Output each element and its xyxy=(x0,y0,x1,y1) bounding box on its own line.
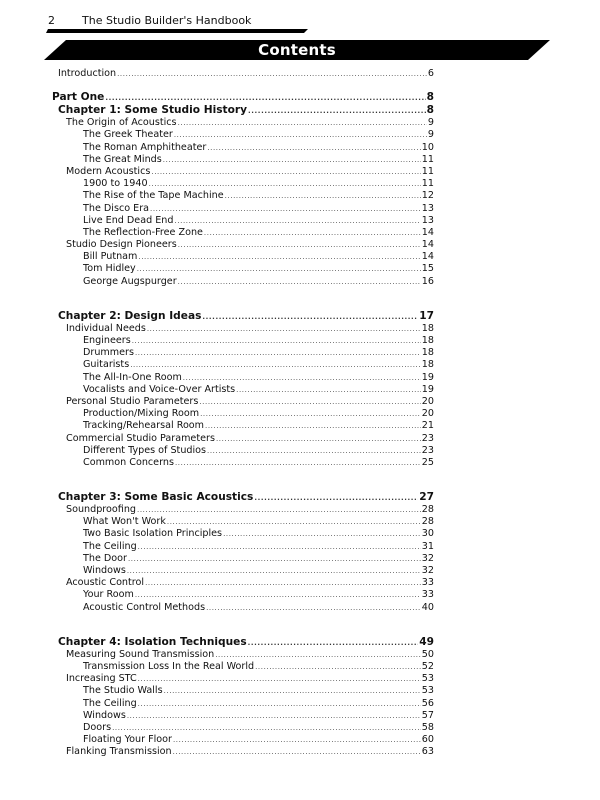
toc-entry-title: Drummers xyxy=(83,347,134,359)
toc-page-number: 18 xyxy=(421,359,434,371)
toc-page-number: 21 xyxy=(421,420,434,432)
toc-subsection[interactable] xyxy=(52,190,434,202)
toc-page-number: 17 xyxy=(419,309,434,322)
toc-subsection[interactable] xyxy=(52,698,434,710)
toc-subsection[interactable] xyxy=(52,359,434,371)
toc-subsection[interactable] xyxy=(52,347,434,359)
dot-leader xyxy=(225,190,421,202)
toc-entry-title: Increasing STC xyxy=(66,673,137,685)
toc-entry-title: Tom Hidley xyxy=(83,263,136,275)
dot-leader xyxy=(183,372,421,384)
toc-chapter[interactable] xyxy=(52,491,434,504)
toc-page-number: 60 xyxy=(421,734,434,746)
toc-subsection[interactable] xyxy=(52,129,434,141)
dot-leader xyxy=(138,698,421,710)
toc-subsection[interactable] xyxy=(52,203,434,215)
dot-leader xyxy=(174,129,427,141)
toc-page-number: 33 xyxy=(421,577,434,589)
toc-entry-title: Measuring Sound Transmission xyxy=(66,648,215,660)
toc-subsection[interactable] xyxy=(52,251,434,263)
toc-entry-title: Your Room xyxy=(83,589,134,601)
dot-leader xyxy=(200,408,421,420)
toc-entry-title: The Door xyxy=(83,552,127,564)
toc-entry-title: Engineers xyxy=(83,335,131,346)
toc-page-number: 23 xyxy=(421,432,434,444)
toc-entry-title: The All-In-One Room xyxy=(83,371,182,383)
dot-leader xyxy=(137,504,421,516)
toc-entry-title: The Great Minds xyxy=(83,153,162,165)
dot-leader xyxy=(207,445,421,457)
toc-page-number: 63 xyxy=(421,746,434,758)
toc-page-number: 40 xyxy=(421,601,434,613)
toc-page-number: 53 xyxy=(421,685,434,697)
spacer xyxy=(52,288,434,310)
toc-subsection[interactable] xyxy=(52,565,434,577)
toc-entry-title: The Roman Amphitheater xyxy=(83,141,207,153)
toc-entry-title: Acoustic Control xyxy=(66,577,145,589)
toc-entry-title: The Greek Theater xyxy=(83,129,173,141)
dot-leader xyxy=(135,589,421,601)
dot-leader xyxy=(216,433,421,445)
toc-subsection[interactable] xyxy=(52,372,434,384)
toc-entry-title: Commercial Studio Parameters xyxy=(66,432,215,444)
toc-page-number: 11 xyxy=(421,153,434,165)
dot-leader xyxy=(117,68,427,80)
dot-leader xyxy=(112,722,421,734)
toc-page-number: 31 xyxy=(421,540,434,552)
dot-leader xyxy=(135,347,421,359)
toc-entry-title: The Origin of Acoustics xyxy=(66,117,177,129)
toc-chapter[interactable] xyxy=(52,310,434,323)
dot-leader xyxy=(204,227,421,239)
toc-section[interactable] xyxy=(52,396,434,408)
toc-entry-title: Doors xyxy=(83,721,112,733)
toc-entry-title: Vocalists and Voice-Over Artists xyxy=(83,383,236,395)
toc-section[interactable] xyxy=(52,117,434,129)
dot-leader xyxy=(150,203,421,215)
toc-page-number: 14 xyxy=(421,226,434,238)
toc-section[interactable] xyxy=(52,673,434,685)
toc-entry-title: The Studio Walls xyxy=(83,685,163,697)
dot-leader xyxy=(105,91,425,105)
toc-entry-title: Part One xyxy=(52,91,105,104)
toc-chapter[interactable] xyxy=(52,104,434,117)
toc-page-number: 19 xyxy=(421,371,434,383)
toc-page-number: 8 xyxy=(426,91,434,104)
toc-entry-title: Chapter 2: Design Ideas xyxy=(58,309,202,322)
toc-page-number: 13 xyxy=(421,202,434,214)
dot-leader xyxy=(147,323,421,335)
toc-entry-title: Chapter 3: Some Basic Acoustics xyxy=(58,491,254,504)
header-rule xyxy=(46,29,308,33)
toc-entry-title: The Disco Era xyxy=(83,202,150,214)
toc-entry-title: Personal Studio Parameters xyxy=(66,395,199,407)
toc-entry-title: Two Basic Isolation Principles xyxy=(83,528,223,540)
spacer xyxy=(52,614,434,636)
toc-page-number: 49 xyxy=(419,635,434,648)
dot-leader xyxy=(145,577,421,589)
toc-page-number: 14 xyxy=(421,239,434,251)
toc-subsection[interactable] xyxy=(52,541,434,553)
toc-page-number: 10 xyxy=(421,141,434,153)
toc-page-number: 28 xyxy=(421,516,434,528)
toc-subsection[interactable] xyxy=(52,154,434,166)
toc-section[interactable] xyxy=(52,433,434,445)
toc-entry-title: Modern Acoustics xyxy=(66,165,151,177)
toc-entry-title: Introduction xyxy=(58,68,117,79)
dot-leader xyxy=(255,661,421,673)
toc-section[interactable] xyxy=(52,577,434,589)
toc-entry-title: Transmission Loss In the Real World xyxy=(83,660,255,672)
toc-subsection[interactable] xyxy=(52,722,434,734)
toc-entry-title: Flanking Transmission xyxy=(66,746,172,758)
toc-entry-title: George Augspurger xyxy=(83,275,177,287)
toc-page-number: 6 xyxy=(427,68,434,79)
dot-leader xyxy=(178,239,421,251)
book-title: The Studio Builder's Handbook xyxy=(82,14,252,27)
toc-subsection[interactable] xyxy=(52,553,434,565)
spacer xyxy=(52,469,434,491)
toc-subsection[interactable] xyxy=(52,661,434,673)
dot-leader xyxy=(236,384,421,396)
toc-entry-title: The Ceiling xyxy=(83,540,137,552)
toc-page-number: 11 xyxy=(421,165,434,177)
toc-page-number: 18 xyxy=(421,335,434,346)
dot-leader xyxy=(205,420,421,432)
toc-page-number: 28 xyxy=(421,504,434,516)
toc-subsection[interactable] xyxy=(52,215,434,227)
dot-leader xyxy=(132,335,421,347)
toc-part[interactable] xyxy=(52,90,434,104)
toc-entry-title: 1900 to 1940 xyxy=(83,178,148,190)
toc-section[interactable] xyxy=(52,239,434,251)
dot-leader xyxy=(137,263,421,275)
toc-page-number: 53 xyxy=(421,673,434,685)
dot-leader xyxy=(223,528,421,540)
spacer xyxy=(52,80,434,90)
toc-page-number: 32 xyxy=(421,552,434,564)
toc-page-number: 58 xyxy=(421,721,434,733)
toc-entry-title: The Ceiling xyxy=(83,697,137,709)
toc-page-number: 18 xyxy=(421,322,434,334)
dot-leader xyxy=(164,685,421,697)
toc-entry-title: Common Concerns xyxy=(83,456,174,468)
table-of-contents xyxy=(52,68,434,758)
toc-subsection[interactable] xyxy=(52,602,434,614)
toc-subsection[interactable] xyxy=(52,589,434,601)
toc-entry-title: Windows xyxy=(83,565,126,576)
toc-introduction[interactable] xyxy=(52,68,434,80)
toc-section[interactable] xyxy=(52,746,434,758)
toc-page-number: 25 xyxy=(421,456,434,468)
toc-page-number: 57 xyxy=(421,709,434,721)
toc-section[interactable] xyxy=(52,649,434,661)
dot-leader xyxy=(199,396,420,408)
contents-banner xyxy=(44,40,550,60)
toc-entry-title: The Reflection-Free Zone xyxy=(83,226,203,238)
toc-page-number: 11 xyxy=(421,178,434,190)
dot-leader xyxy=(167,516,421,528)
dot-leader xyxy=(174,215,420,227)
toc-page-number: 13 xyxy=(421,214,434,226)
running-header xyxy=(46,12,308,34)
toc-page-number: 56 xyxy=(421,697,434,709)
dot-leader xyxy=(173,734,421,746)
dot-leader xyxy=(175,457,421,469)
toc-page-number: 20 xyxy=(421,408,434,420)
dot-leader xyxy=(149,178,421,190)
toc-page-number: 30 xyxy=(421,528,434,540)
toc-section[interactable] xyxy=(52,166,434,178)
toc-entry-title: Individual Needs xyxy=(66,322,146,334)
toc-page-number: 33 xyxy=(421,589,434,601)
dot-leader xyxy=(173,746,421,758)
toc-entry-title: What Won't Work xyxy=(83,516,166,528)
toc-subsection[interactable] xyxy=(52,335,434,347)
toc-subsection[interactable] xyxy=(52,516,434,528)
toc-subsection[interactable] xyxy=(52,734,434,746)
dot-leader xyxy=(215,649,421,661)
toc-subsection[interactable] xyxy=(52,685,434,697)
toc-page-number: 50 xyxy=(421,648,434,660)
toc-subsection[interactable] xyxy=(52,408,434,420)
toc-entry-title: Different Types of Studios xyxy=(83,444,207,456)
dot-leader xyxy=(128,553,421,565)
toc-chapter[interactable] xyxy=(52,636,434,649)
toc-section[interactable] xyxy=(52,323,434,335)
toc-page-number: 8 xyxy=(426,104,434,117)
toc-subsection[interactable] xyxy=(52,276,434,288)
toc-page-number: 16 xyxy=(421,275,434,287)
toc-page-number: 14 xyxy=(421,251,434,263)
toc-subsection[interactable] xyxy=(52,445,434,457)
toc-subsection[interactable] xyxy=(52,227,434,239)
toc-entry-title: Chapter 1: Some Studio History xyxy=(58,104,248,117)
toc-entry-title: Bill Putnam xyxy=(83,251,138,263)
toc-subsection[interactable] xyxy=(52,420,434,432)
toc-subsection[interactable] xyxy=(52,384,434,396)
toc-entry-title: Chapter 4: Isolation Techniques xyxy=(58,635,247,648)
toc-subsection[interactable] xyxy=(52,457,434,469)
toc-section[interactable] xyxy=(52,504,434,516)
toc-subsection[interactable] xyxy=(52,178,434,190)
dot-leader xyxy=(207,142,420,154)
dot-leader xyxy=(138,541,421,553)
toc-entry-title: Windows xyxy=(83,709,126,721)
toc-page-number: 9 xyxy=(427,117,434,129)
page-title: Contents xyxy=(258,41,336,59)
dot-leader xyxy=(138,251,420,263)
dot-leader xyxy=(163,154,421,166)
toc-entry-title: Live End Dead End xyxy=(83,214,174,226)
dot-leader xyxy=(138,673,421,685)
toc-entry-title: Acoustic Control Methods xyxy=(83,601,206,613)
toc-page-number: 27 xyxy=(419,491,434,504)
toc-subsection[interactable] xyxy=(52,710,434,722)
toc-entry-title: Soundproofing xyxy=(66,504,136,516)
toc-entry-title: Guitarists xyxy=(83,359,130,371)
toc-page-number: 23 xyxy=(421,444,434,456)
toc-entry-title: The Rise of the Tape Machine xyxy=(83,190,224,202)
toc-subsection[interactable] xyxy=(52,263,434,275)
dot-leader xyxy=(130,359,421,371)
toc-subsection[interactable] xyxy=(52,528,434,540)
toc-entry-title: Production/Mixing Room xyxy=(83,408,200,420)
toc-page-number: 19 xyxy=(421,383,434,395)
toc-page-number: 20 xyxy=(421,395,434,407)
dot-leader xyxy=(127,565,421,577)
toc-subsection[interactable] xyxy=(52,142,434,154)
dot-leader xyxy=(127,710,421,722)
toc-page-number: 52 xyxy=(421,660,434,672)
dot-leader xyxy=(178,117,427,129)
toc-page-number: 9 xyxy=(427,129,434,141)
toc-page-number: 15 xyxy=(421,263,434,275)
toc-page-number: 12 xyxy=(421,190,434,202)
page-number: 2 xyxy=(48,14,55,27)
dot-leader xyxy=(178,276,421,288)
toc-entry-title: Studio Design Pioneers xyxy=(66,239,177,251)
dot-leader xyxy=(151,166,420,178)
toc-page-number: 18 xyxy=(421,347,434,359)
toc-entry-title: Floating Your Floor xyxy=(83,734,172,746)
toc-entry-title: Tracking/Rehearsal Room xyxy=(83,420,205,432)
toc-page-number: 32 xyxy=(421,565,434,576)
dot-leader xyxy=(206,602,421,614)
